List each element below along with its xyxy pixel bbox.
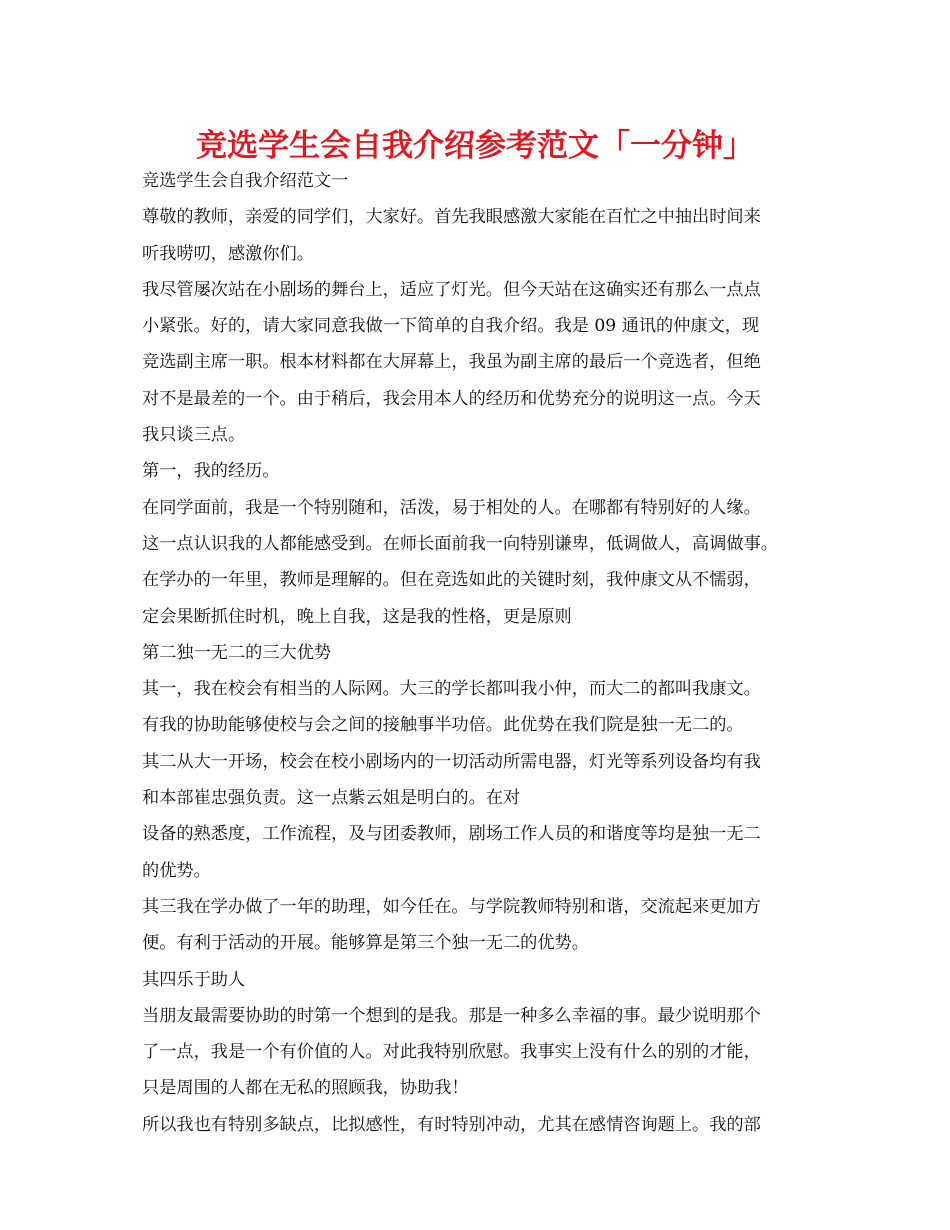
paragraph-line: 第一，我的经历。: [142, 461, 280, 482]
paragraph-line: 有我的协助能够使校与会之间的接触事半功倍。此优势在我们院是独一无二的。: [142, 715, 744, 736]
paragraph-line: 竞选副主席一职。根本材料都在大屏幕上，我虽为副主席的最后一个竞选者，但绝: [142, 352, 761, 373]
paragraph-line: 这一点认识我的人都能感受到。在师长面前我一向特别谦卑，低调做人，高调做事。: [142, 533, 778, 554]
paragraph-line: 只是周围的人都在无私的照顾我，协助我！: [142, 1078, 469, 1099]
paragraph-line: 第二独一无二的三大优势: [142, 642, 332, 663]
paragraph-line: 其一，我在校会有相当的人际网。大三的学长都叫我小仲，而大二的都叫我康文。: [142, 679, 761, 700]
paragraph-line: 在同学面前，我是一个特别随和，活泼，易于相处的人。在哪都有特别好的人缘。: [142, 497, 761, 518]
paragraph-line: 和本部崔忠强负责。这一点紫云姐是明白的。在对: [142, 788, 521, 809]
document-body: [142, 163, 842, 1143]
paragraph-line: 我只谈三点。: [142, 425, 246, 446]
paragraph-line: 我尽管屡次站在小剧场的舞台上，适应了灯光。但今天站在这确实还有那么一点点: [142, 279, 761, 300]
paragraph-line: 听我唠叨，感激你们。: [142, 243, 314, 264]
paragraph-line: 当朋友最需要协助的时第一个想到的是我。那是一种多么幸福的事。最少说明那个: [142, 1005, 761, 1026]
paragraph-line: 其二从大一开场，校会在校小剧场内的一切活动所需电器，灯光等系列设备均有我: [142, 751, 761, 772]
paragraph-line: 其三我在学办做了一年的助理，如今任在。与学院教师特别和谐，交流起来更加方: [142, 896, 761, 917]
paragraph-line: 所以我也有特别多缺点，比拟感性，有时特别冲动，尤其在感情咨询题上。我的部: [142, 1114, 761, 1135]
paragraph-line: 的优势。: [142, 860, 211, 881]
paragraph-line: 了一点，我是一个有价值的人。对此我特别欣慰。我事实上没有什么的别的才能，: [142, 1042, 761, 1063]
paragraph-line: 对不是最差的一个。由于稍后，我会用本人的经历和优势充分的说明这一点。今天: [142, 388, 761, 409]
paragraph-line: 小紧张。好的，请大家同意我做一下简单的自我介绍。我是 09 通讯的仲康文，现: [142, 316, 760, 337]
paragraph-line: 在学办的一年里，教师是理解的。但在竞选如此的关键时刻，我仲康文从不懦弱，: [142, 570, 761, 591]
paragraph-line: 尊敬的教师，亲爱的同学们，大家好。首先我眼感激大家能在百忙之中抽出时间来: [142, 207, 761, 228]
document-title: 竞选学生会自我介绍参考范文「一分钟」: [196, 128, 754, 164]
paragraph-line: 便。有利于活动的开展。能够算是第三个独一无二的优势。: [142, 933, 589, 954]
paragraph-line: 定会果断抓住时机，晚上自我，这是我的性格，更是原则: [142, 606, 572, 627]
paragraph-line: 设备的熟悉度，工作流程，及与团委教师，剧场工作人员的和谐度等均是独一无二: [142, 824, 761, 845]
paragraph-line: 竞选学生会自我介绍范文一: [142, 171, 349, 191]
paragraph-line: 其四乐于助人: [142, 969, 246, 990]
